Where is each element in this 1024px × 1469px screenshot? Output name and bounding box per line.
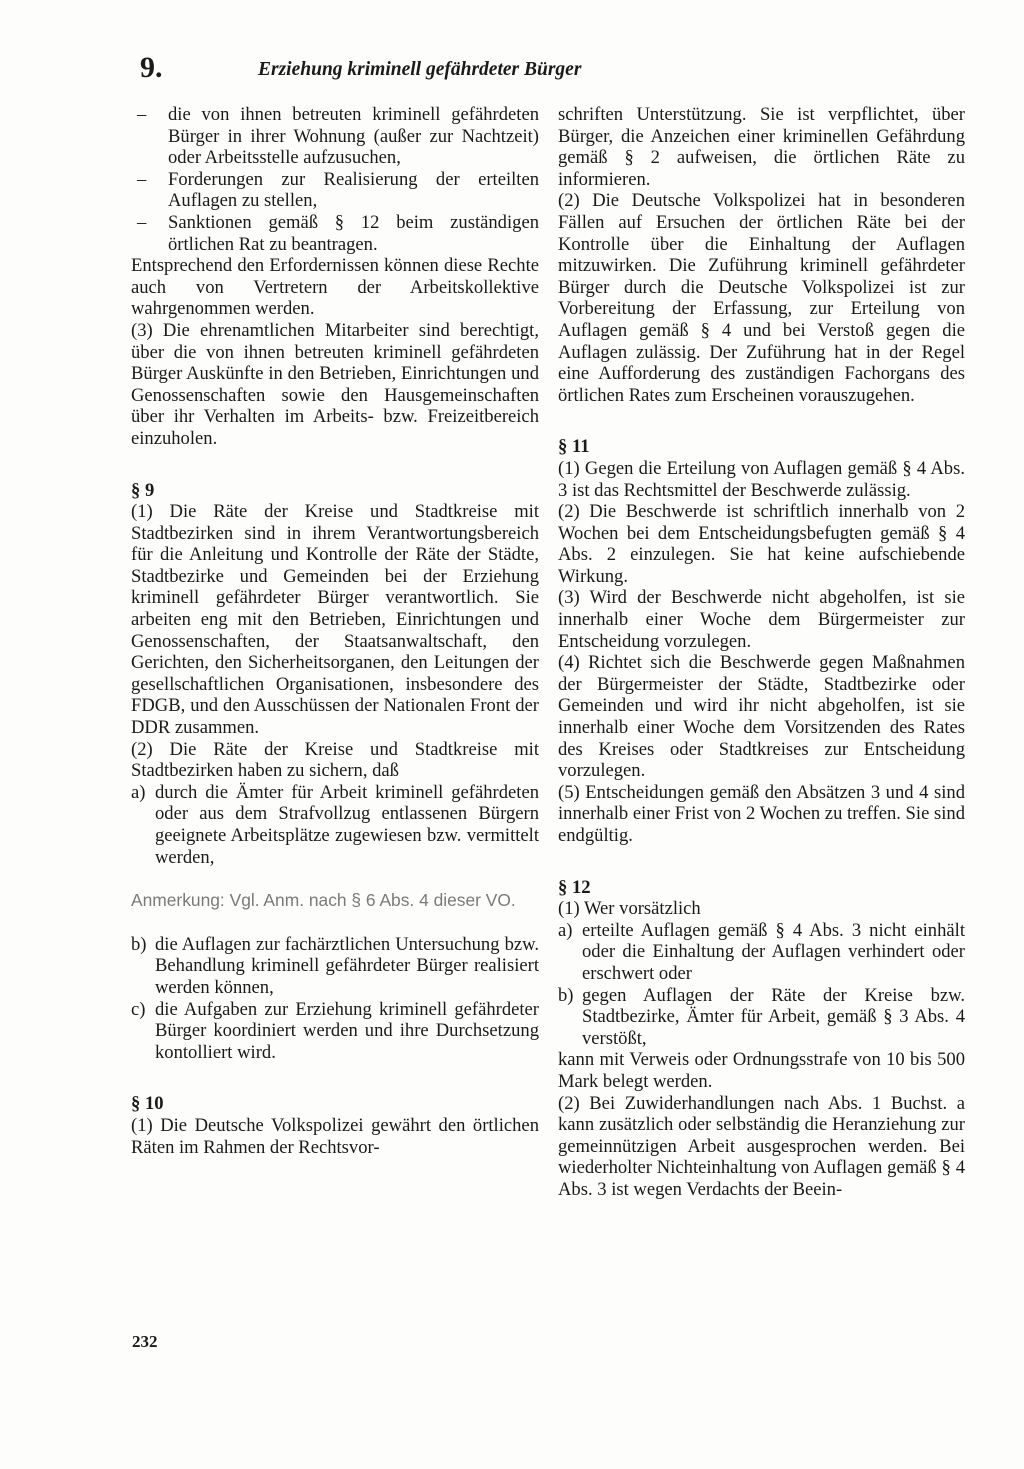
list-item-text: die von ihnen betreuten kriminell gefährdeten Bürger in ihrer Wohnung (außer zur Nachtzeit) oder Arbeitsstelle aufzusuchen,	[168, 104, 539, 169]
list-item-b	[558, 985, 965, 1050]
dash-marker: –	[137, 168, 147, 190]
list-item	[131, 212, 539, 255]
paragraph-s8-3: (3) Die ehrenamtlichen Mitarbeiter sind berechtigt, über die von ihnen betreuten kriminell gefährdeten Bürger Auskünfte in den Betrieben, Einrichtungen und Genossenschaften sowie den Hausgemeinschaften über ihr Verhalten im Arbeits- bzw. Freizeitbereich einzuholen.	[131, 319, 539, 449]
paragraph-s11-2: (2) Die Beschwerde ist schriftlich innerhalb von 2 Wochen bei dem Entscheidungsbefugten gemäß § 4 Abs. 2 einzulegen. Sie hat keine aufschiebende Wirkung.	[558, 501, 965, 587]
list-item-text: Forderungen zur Realisierung der erteilten Auflagen zu stellen,	[168, 168, 539, 212]
list-item-text: erteilte Auflagen gemäß § 4 Abs. 3 nicht einhält oder die Einhaltung der Auflagen verhindert oder erschwert oder	[582, 919, 965, 984]
paragraph-rights: Entsprechend den Erfordernissen können diese Rechte auch von Vertretern der Arbeitskollektive wahrgenommen werden.	[131, 255, 539, 320]
paragraph-s11-4: (4) Richtet sich die Beschwerde gegen Maßnahmen der Bürgermeister der Städte, Stadtbezirke oder Gemeinden und wird ihr nicht abgeholfen, ist sie innerhalb einer Woche dem Vorsitzenden des Rates des Kreises oder Stadtkreises zur Entscheidung vorzulegen.	[558, 652, 965, 782]
paragraph-s10-2: (2) Die Deutsche Volkspolizei hat in besonderen Fällen auf Ersuchen der örtlichen Räte bei der Kontrolle über die Einhaltung der Auflagen mitzuwirken. Die Zuführung kriminell gefährdeter Bürger durch die Deutsche Volkspolizei ist zur Vorbereitung der Erfassung, zur Erteilung von Auflagen gemäß § 4 und bei Verstoß gegen die Auflagen zulässig. Der Zuführung hat in der Regel eine Aufforderung des zuständigen Fachorgans des örtlichen Rates zum Erscheinen vorauszugehen.	[558, 190, 965, 406]
list-item-text: die Auflagen zur fachärztlichen Untersuchung bzw. Behandlung kriminell gefährdeter Bürger realisiert werden können,	[155, 933, 539, 998]
section-heading-11: § 11	[558, 436, 590, 458]
running-title: Erziehung kriminell gefährdeter Bürger	[258, 59, 582, 80]
item-marker: c)	[131, 998, 146, 1020]
item-marker: b)	[558, 984, 574, 1006]
left-column	[131, 104, 539, 1158]
paragraph-s9-2-intro: (2) Die Räte der Kreise und Stadtkreise mit Stadtbezirken haben zu sichern, daß	[131, 738, 539, 782]
chapter-number: 9.	[140, 51, 163, 84]
section-heading-10: § 10	[131, 1093, 164, 1115]
right-column	[558, 104, 965, 1201]
list-item-text: gegen Auflagen der Räte der Kreise bzw. Stadtbezirke, Ämter für Arbeit, gemäß § 3 Abs. 4 verstößt,	[582, 984, 965, 1049]
section-heading-9: § 9	[131, 479, 155, 501]
item-marker: b)	[131, 933, 147, 955]
dash-marker: –	[137, 104, 147, 125]
list-item-text: Sanktionen gemäß § 12 beim zuständigen örtlichen Rat zu beantragen.	[168, 211, 539, 255]
list-item-c	[131, 999, 539, 1064]
paragraph-s10-1: (1) Die Deutsche Volkspolizei gewährt den örtlichen Räten im Rahmen der Rechtsvor-	[131, 1114, 539, 1158]
list-item-a	[131, 782, 539, 868]
list-item-text: die Aufgaben zur Erziehung kriminell gefährdeter Bürger koordiniert werden und ihre Durchsetzung kontolliert wird.	[155, 998, 539, 1063]
paragraph-s11-1: (1) Gegen die Erteilung von Auflagen gemäß § 4 Abs. 3 ist das Rechtsmittel der Beschwerde zulässig.	[558, 457, 965, 501]
paragraph-s9-1: (1) Die Räte der Kreise und Stadtkreise mit Stadtbezirken sind in ihrem Verantwortungsbereich für die Anleitung und Kontrolle der Räte der Städte, Stadtbezirke und Gemeinden bei der Erziehung kriminell gefährdeter Bürger verantwortlich. Sie arbeiten eng mit den Betrieben, Einrichtungen und Genossenschaften, der Staatsanwaltschaft, den Gerichten, den Sicherheitsorganen, den Leitungen der gesellschaftlichen Organisationen, insbesondere des FDGB, und den Ausschüssen der Nationalen Front der DDR zusammen.	[131, 501, 539, 739]
paragraph-s12-1-end: kann mit Verweis oder Ordnungsstrafe von 10 bis 500 Mark belegt werden.	[558, 1049, 965, 1092]
section-heading-12: § 12	[558, 876, 591, 898]
item-marker: a)	[558, 919, 573, 941]
list-item	[131, 169, 539, 212]
paragraph-s11-3: (3) Wird der Beschwerde nicht abgeholfen, ist sie innerhalb einer Woche dem Bürgermeister zur Entscheidung vorzulegen.	[558, 587, 965, 652]
list-item-a	[558, 920, 965, 985]
list-item-text: durch die Ämter für Arbeit kriminell gefährdeten oder aus dem Strafvollzug entlassenen Bürgern geeignete Arbeitsplätze zugewiesen bzw. vermittelt werden,	[155, 781, 539, 868]
paragraph-s12-1-intro: (1) Wer vorsätzlich	[558, 898, 701, 920]
paragraph-s10-1-cont: schriften Unterstützung. Sie ist verpflichtet, über Bürger, die Anzeichen einer kriminellen Gefährdung gemäß § 2 aufweisen, die örtlichen Räte zu informieren.	[558, 104, 965, 190]
annotation-note: Anmerkung: Vgl. Anm. nach § 6 Abs. 4 dieser VO.	[131, 890, 516, 911]
page-number: 232	[132, 1332, 158, 1351]
list-item	[131, 104, 539, 169]
paragraph-s12-2: (2) Bei Zuwiderhandlungen nach Abs. 1 Buchst. a kann zusätzlich oder selbständig die Heranziehung zur gemeinnützigen Arbeit ausgesprochen werden. Bei wiederholter Nichteinhaltung von Auflagen gemäß § 4 Abs. 3 ist wegen Verdachts der Beein-	[558, 1092, 965, 1200]
item-marker: a)	[131, 781, 146, 803]
dash-marker: –	[137, 211, 147, 233]
list-item-b	[131, 934, 539, 999]
paragraph-s11-5: (5) Entscheidungen gemäß den Absätzen 3 und 4 sind innerhalb einer Frist von 2 Wochen zu treffen. Sie sind endgültig.	[558, 781, 965, 846]
